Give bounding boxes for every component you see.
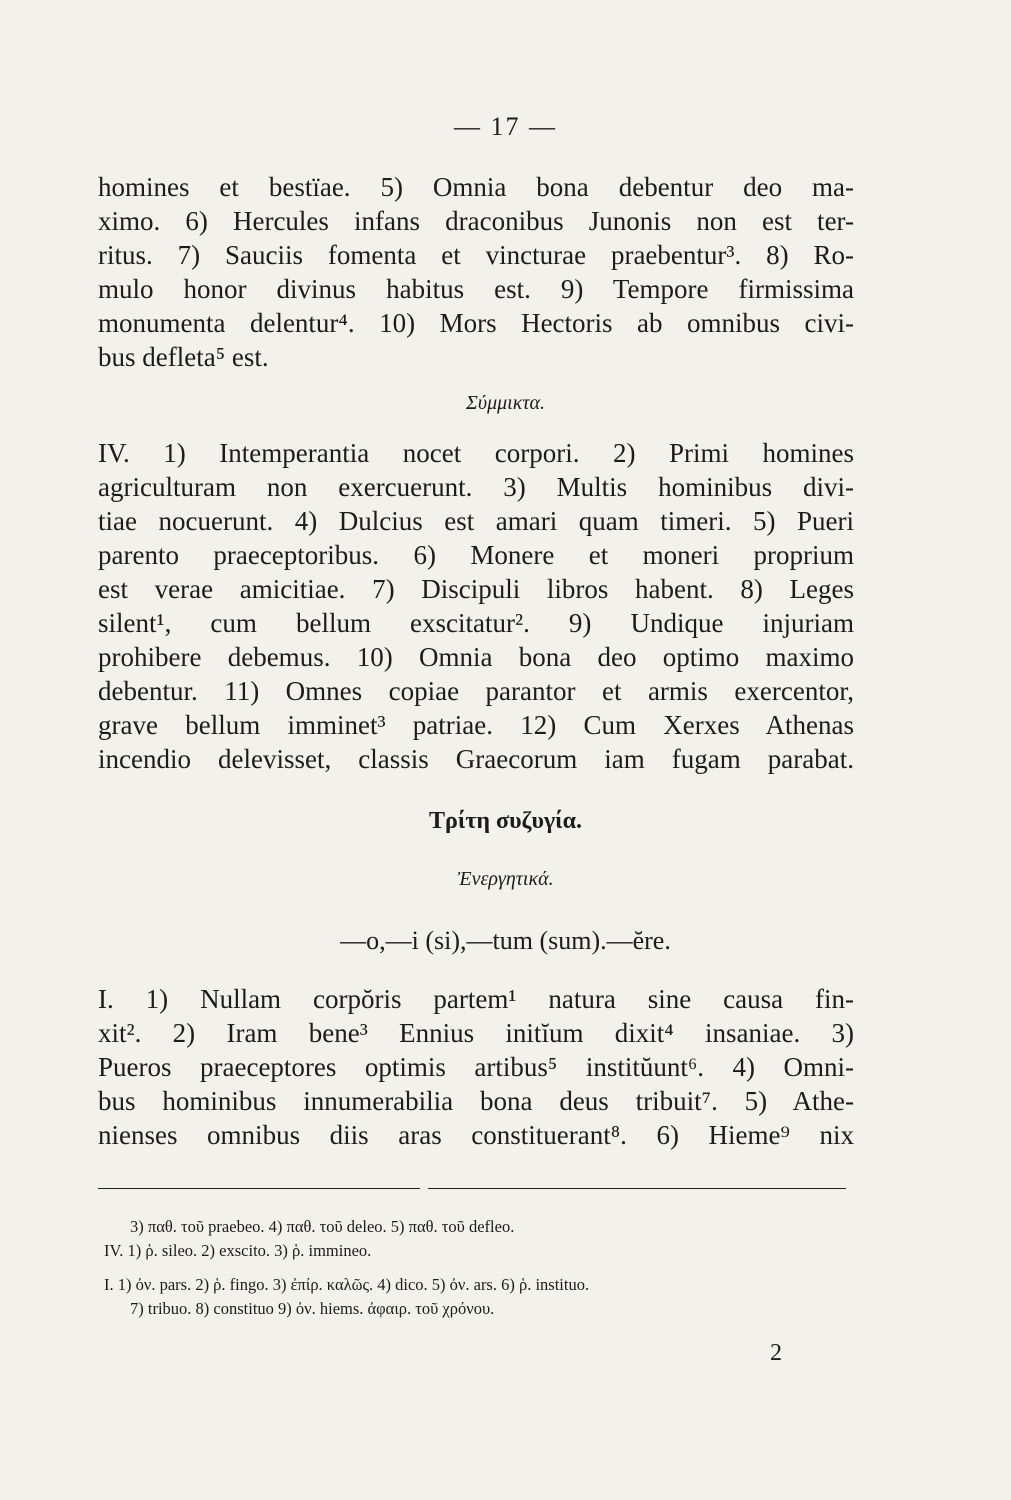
text-line: parento praeceptoribus. 6) Monere et moneri proprium (98, 540, 854, 570)
text-line: ritus. 7) Sauciis fomenta et vincturae praebentur³. 8) Ro- (98, 240, 854, 270)
text-line: bus defleta⁵ est. (98, 342, 269, 372)
text-line: debentur. 11) Omnes copiae parantor et armis exercentor, (98, 676, 854, 706)
footnote-line: IV. 1) ῥ. sileo. 2) exscito. 3) ῥ. immineo. (104, 1241, 372, 1260)
text-line: IV. 1) Intemperantia nocet corpori. 2) Primi homines (98, 438, 854, 468)
text-line: silent¹, cum bellum exscitatur². 9) Undique injuriam (98, 608, 854, 638)
subheading-energitika: Ἐνεργητικά. (457, 868, 554, 890)
footnote-line: 7) tribuo. 8) constituo 9) ὀν. hiems. ἀφαιρ. τοῦ χρόνου. (130, 1299, 495, 1318)
footnote-line: 3) παθ. τοῦ praebeo. 4) παθ. τοῦ deleo. 5) παθ. τοῦ defleo. (130, 1217, 515, 1236)
text-line: incendio delevisset, classis Graecorum iam fugam parabat. (98, 744, 854, 774)
text-line: monumenta delentur⁴. 10) Mors Hectoris ab omnibus civi- (98, 308, 854, 338)
text-line: xit². 2) Iram bene³ Ennius initĭum dixit⁴ insaniae. 3) (98, 1018, 854, 1048)
page-number: — 17 — (454, 112, 557, 141)
text-line: ximo. 6) Hercules infans draconibus Junonis non est ter- (98, 206, 854, 236)
text-line: grave bellum imminet³ patriae. 12) Cum Xerxes Athenas (98, 710, 854, 740)
footnote-divider (428, 1188, 846, 1189)
text-line: tiae nocuerunt. 4) Dulcius est amari quam timeri. 5) Pueri (98, 506, 854, 536)
text-line: agriculturam non exercuerunt. 3) Multis hominibus divi- (98, 472, 854, 502)
text-line: prohibere debemus. 10) Omnia bona deo optimo maximo (98, 642, 854, 672)
text-line: Pueros praeceptores optimis artibus⁵ institŭunt⁶. 4) Omni- (98, 1052, 854, 1082)
section-heading-symmikta: Σύμμικτα. (466, 392, 545, 414)
text-line: I. 1) Nullam corpŏris partem¹ natura sine causa fin- (98, 984, 854, 1014)
conjugation-endings: —o,—i (si),—tum (sum).—ĕre. (340, 926, 671, 955)
footnote-line: I. 1) ὀν. pars. 2) ῥ. fingo. 3) ἐπίρ. καλῶς. 4) dico. 5) ὀν. ars. 6) ῥ. instituo. (104, 1275, 590, 1294)
text-line: mulo honor divinus habitus est. 9) Tempore firmissima (98, 274, 854, 304)
text-line: nienses omnibus diis aras constituerant⁸. 6) Hieme⁹ nix (98, 1120, 854, 1150)
text-line: homines et bestïae. 5) Omnia bona debentur deo ma- (98, 172, 854, 202)
footnote-divider (98, 1188, 420, 1189)
signature-mark: 2 (770, 1340, 782, 1366)
text-line: est verae amicitiae. 7) Discipuli libros habent. 8) Leges (98, 574, 854, 604)
text-line: bus hominibus innumerabilia bona deus tribuit⁷. 5) Athe- (98, 1086, 854, 1116)
section-heading-triti-syzygia: Τρίτη συζυγία. (429, 808, 582, 834)
